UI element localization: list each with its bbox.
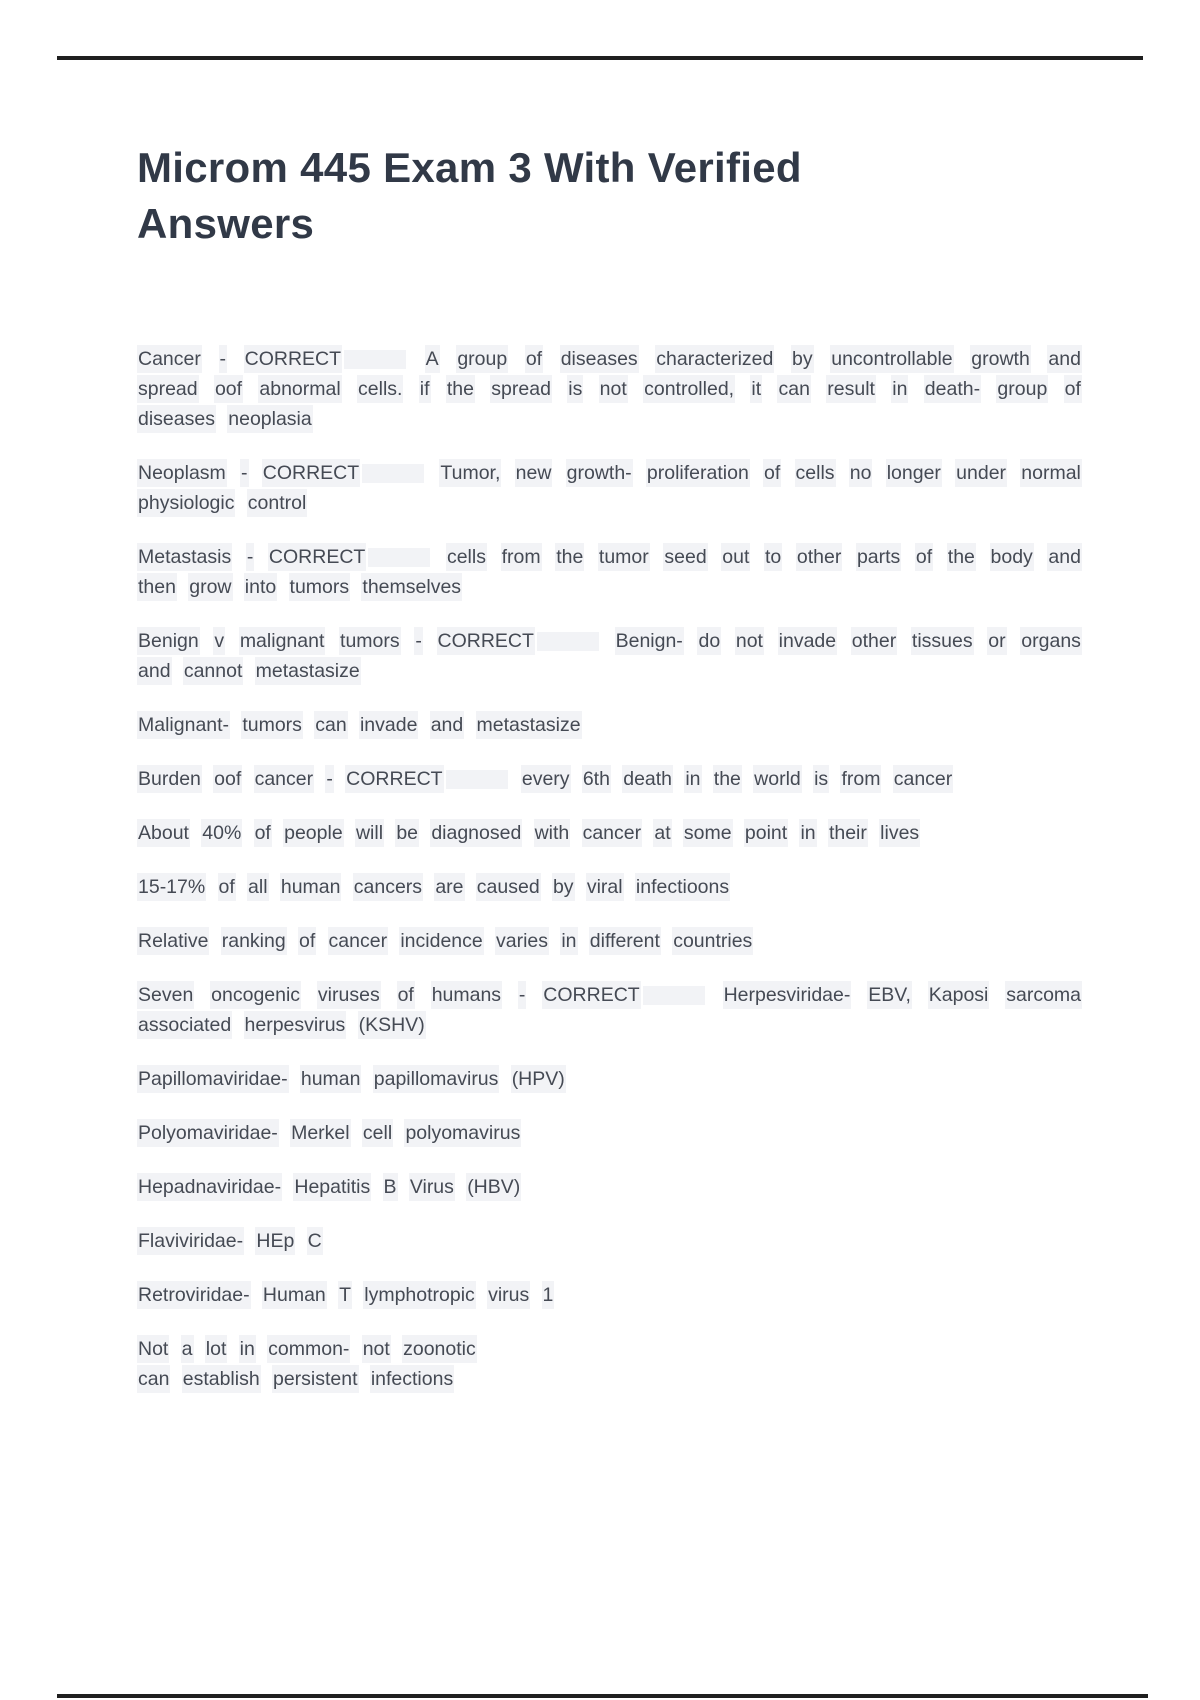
word: uncontrollable <box>830 345 953 373</box>
word: caused <box>476 873 541 901</box>
word: body <box>990 543 1034 571</box>
word: polyomavirus <box>404 1119 521 1147</box>
answer-gap <box>344 350 406 369</box>
word: Polyomaviridae- <box>137 1119 279 1147</box>
word: diseases <box>560 345 639 373</box>
text-paragraph <box>137 926 1082 956</box>
word: B <box>383 1173 398 1201</box>
text-paragraph <box>137 1064 1082 1094</box>
word: A <box>425 345 440 373</box>
word: metastasize <box>255 657 361 685</box>
word: establish <box>182 1365 261 1393</box>
word: incidence <box>399 927 483 955</box>
word: not <box>735 627 764 655</box>
word: by <box>791 345 814 373</box>
word: oof <box>214 375 243 403</box>
word: cells <box>446 543 487 571</box>
word: not <box>362 1335 391 1363</box>
word: lives <box>879 819 920 847</box>
word: Seven <box>137 981 194 1009</box>
word: abnormal <box>258 375 341 403</box>
word: result <box>826 375 876 403</box>
paragraphs <box>137 344 1082 1394</box>
word: CORRECT <box>262 459 360 487</box>
word: - <box>219 345 228 373</box>
word: tumors <box>289 573 351 601</box>
word: not <box>599 375 628 403</box>
word: in <box>799 819 816 847</box>
word: Retroviridae- <box>137 1281 251 1309</box>
text-paragraph <box>137 710 1082 740</box>
word: T <box>338 1281 352 1309</box>
word: virus <box>487 1281 530 1309</box>
word: - <box>325 765 334 793</box>
word: persistent <box>272 1365 359 1393</box>
word: organs <box>1020 627 1082 655</box>
word: human <box>300 1065 362 1093</box>
qa-paragraph <box>137 542 1082 602</box>
qa-paragraph <box>137 980 1082 1040</box>
text-paragraph <box>137 1118 1082 1148</box>
qa-paragraph <box>137 458 1082 518</box>
word: Relative <box>137 927 209 955</box>
word: every <box>521 765 571 793</box>
word: characterized <box>655 345 774 373</box>
word: death- <box>924 375 981 403</box>
word: seed <box>663 543 707 571</box>
word: point <box>744 819 788 847</box>
word: to <box>764 543 782 571</box>
word: varies <box>495 927 549 955</box>
word: group <box>456 345 508 373</box>
word: the <box>713 765 742 793</box>
bottom-rule <box>57 1694 1148 1698</box>
word: tumor <box>598 543 650 571</box>
word: neoplasia <box>227 405 312 433</box>
word: Metastasis <box>137 543 232 571</box>
word: other <box>851 627 897 655</box>
word: - <box>518 981 527 1009</box>
word: of <box>1064 375 1082 403</box>
word: spread <box>137 375 199 403</box>
word: in <box>891 375 908 403</box>
word: CORRECT <box>345 765 443 793</box>
word: and <box>1047 543 1082 571</box>
word: out <box>721 543 750 571</box>
word: Merkel <box>290 1119 351 1147</box>
document-content <box>137 140 1082 1418</box>
word: new <box>515 459 553 487</box>
word: at <box>653 819 671 847</box>
word: diseases <box>137 405 216 433</box>
text-paragraph <box>137 1172 1082 1202</box>
word: and <box>430 711 465 739</box>
word: the <box>555 543 584 571</box>
qa-paragraph <box>137 764 1082 794</box>
word: cannot <box>183 657 244 685</box>
word: it <box>750 375 762 403</box>
word: - <box>246 543 255 571</box>
word: (HBV) <box>466 1173 521 1201</box>
word: cell <box>362 1119 393 1147</box>
word: world <box>753 765 802 793</box>
word: proliferation <box>646 459 750 487</box>
word: of <box>915 543 933 571</box>
word: zoonotic <box>402 1335 477 1363</box>
word: sarcoma <box>1005 981 1082 1009</box>
word: Herpesviridae- <box>723 981 852 1009</box>
word: EBV, <box>867 981 912 1009</box>
word: cancer <box>893 765 954 793</box>
word: tumors <box>241 711 303 739</box>
word: cancers <box>353 873 423 901</box>
word: tumors <box>339 627 401 655</box>
word: associated <box>137 1011 232 1039</box>
word: is <box>567 375 583 403</box>
word: papillomavirus <box>373 1065 500 1093</box>
word: malignant <box>239 627 326 655</box>
word: all <box>247 873 269 901</box>
word: ranking <box>221 927 287 955</box>
word: controlled, <box>643 375 735 403</box>
word: from <box>840 765 881 793</box>
answer-gap <box>537 632 599 651</box>
word: growth- <box>566 459 633 487</box>
word: Tumor, <box>439 459 501 487</box>
word: or <box>987 627 1006 655</box>
word: 6th <box>582 765 611 793</box>
word: physiologic <box>137 489 235 517</box>
word: Kaposi <box>928 981 990 1009</box>
word: of <box>397 981 415 1009</box>
word: different <box>589 927 661 955</box>
word: is <box>813 765 829 793</box>
note-paragraph <box>137 1334 1082 1394</box>
word: Human <box>262 1281 327 1309</box>
word: in <box>239 1335 256 1363</box>
word: can <box>314 711 347 739</box>
word: C <box>307 1227 323 1255</box>
word: lymphotropic <box>363 1281 476 1309</box>
word: with <box>534 819 571 847</box>
word: themselves <box>361 573 462 601</box>
word: Malignant- <box>137 711 230 739</box>
word: grow <box>188 573 232 601</box>
word: Burden <box>137 765 202 793</box>
word: Benign <box>137 627 200 655</box>
word: invade <box>778 627 837 655</box>
answer-gap <box>643 986 705 1005</box>
word: people <box>283 819 344 847</box>
word: in <box>560 927 577 955</box>
word: Hepatitis <box>293 1173 371 1201</box>
word: herpesvirus <box>244 1011 347 1039</box>
word: v <box>213 627 225 655</box>
word: other <box>796 543 842 571</box>
word: Papillomaviridae- <box>137 1065 289 1093</box>
word: spread <box>490 375 552 403</box>
word: of <box>254 819 272 847</box>
top-rule <box>57 56 1143 60</box>
word: metastasize <box>476 711 582 739</box>
word: CORRECT <box>542 981 640 1009</box>
word: tissues <box>911 627 974 655</box>
word: infectioons <box>635 873 730 901</box>
word: Virus <box>409 1173 455 1201</box>
word: by <box>552 873 575 901</box>
word: lot <box>205 1335 228 1363</box>
word: countries <box>672 927 753 955</box>
qa-paragraph <box>137 344 1082 434</box>
word: death <box>622 765 673 793</box>
word: - <box>240 459 249 487</box>
qa-paragraph <box>137 626 1082 686</box>
word: from <box>501 543 542 571</box>
word: control <box>247 489 308 517</box>
word: viruses <box>317 981 381 1009</box>
word: invade <box>359 711 418 739</box>
word: be <box>395 819 419 847</box>
word: can <box>777 375 810 403</box>
word: can <box>137 1365 170 1393</box>
word: About <box>137 819 190 847</box>
word: oof <box>213 765 242 793</box>
word: of <box>525 345 543 373</box>
word: if <box>419 375 431 403</box>
text-paragraph <box>137 1280 1082 1310</box>
word: cancer <box>582 819 643 847</box>
text-paragraph <box>137 872 1082 902</box>
word: will <box>355 819 384 847</box>
word: then <box>137 573 177 601</box>
word: and <box>1047 345 1082 373</box>
word: normal <box>1020 459 1082 487</box>
word: and <box>137 657 172 685</box>
word: some <box>683 819 733 847</box>
word: cells <box>795 459 836 487</box>
word: Hepadnaviridae- <box>137 1173 282 1201</box>
word: of <box>218 873 236 901</box>
word: oncogenic <box>210 981 301 1009</box>
word: cancer <box>328 927 389 955</box>
word: the <box>446 375 475 403</box>
word: the <box>947 543 976 571</box>
word: into <box>244 573 277 601</box>
word: in <box>684 765 701 793</box>
text-paragraph <box>137 818 1082 848</box>
word: group <box>996 375 1048 403</box>
word: cells. <box>357 375 403 403</box>
word: HEp <box>255 1227 295 1255</box>
word: Neoplasm <box>137 459 227 487</box>
word: CORRECT <box>437 627 535 655</box>
word: CORRECT <box>268 543 366 571</box>
answer-gap <box>362 464 424 483</box>
word: cancer <box>254 765 315 793</box>
word: under <box>955 459 1007 487</box>
word: Not <box>137 1335 169 1363</box>
word: humans <box>431 981 502 1009</box>
word: are <box>434 873 464 901</box>
word: longer <box>886 459 942 487</box>
word: parts <box>856 543 901 571</box>
word: no <box>849 459 873 487</box>
word: Cancer <box>137 345 202 373</box>
word: common- <box>267 1335 350 1363</box>
word: Benign- <box>615 627 684 655</box>
word: infections <box>370 1365 454 1393</box>
word: viral <box>586 873 624 901</box>
word: human <box>280 873 342 901</box>
word: Flaviviridae- <box>137 1227 244 1255</box>
word: 1 <box>542 1281 555 1309</box>
word: their <box>828 819 868 847</box>
word: a <box>181 1335 194 1363</box>
word: diagnosed <box>430 819 522 847</box>
word: - <box>414 627 423 655</box>
word: of <box>298 927 316 955</box>
text-paragraph <box>137 1226 1082 1256</box>
word: do <box>697 627 721 655</box>
word: (HPV) <box>511 1065 566 1093</box>
answer-gap <box>368 548 430 567</box>
word: growth <box>970 345 1031 373</box>
word: 15-17% <box>137 873 206 901</box>
answer-gap <box>446 770 508 789</box>
word: (KSHV) <box>358 1011 426 1039</box>
word: 40% <box>201 819 242 847</box>
page-title: Microm 445 Exam 3 With Verified Answers <box>137 144 802 247</box>
word: of <box>763 459 781 487</box>
word: CORRECT <box>244 345 342 373</box>
